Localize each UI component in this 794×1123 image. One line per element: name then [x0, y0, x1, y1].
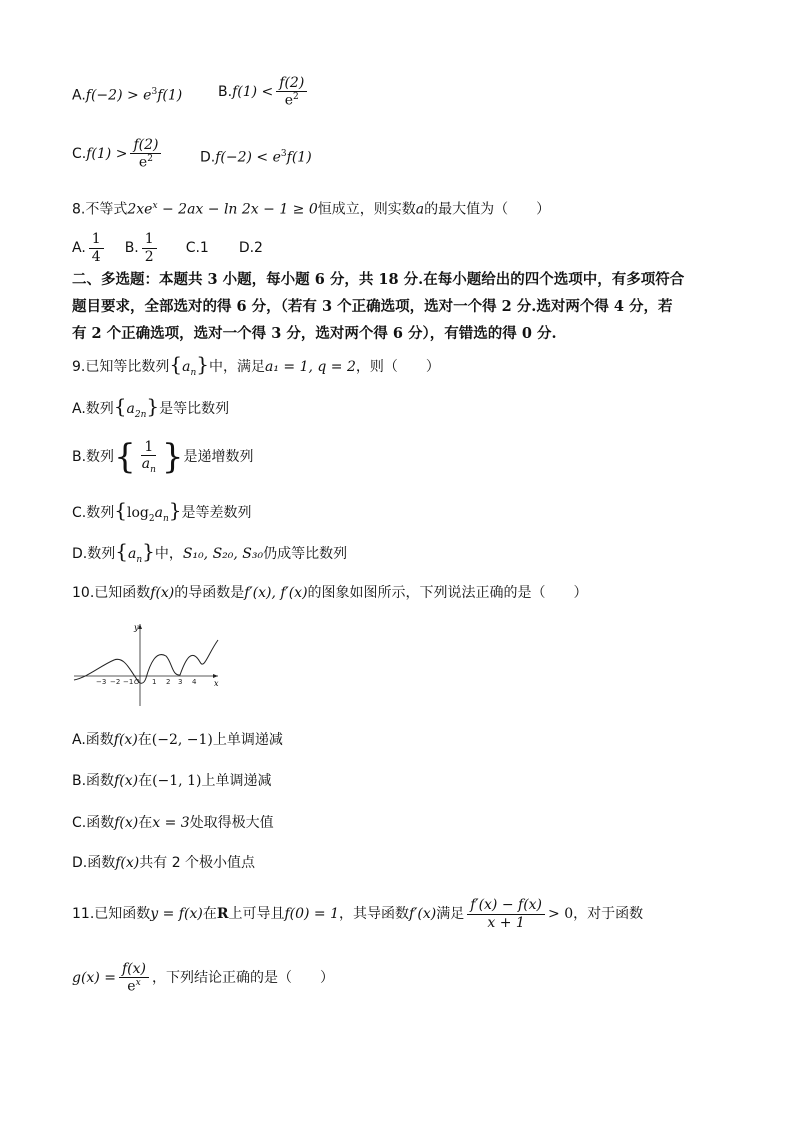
option-text: 上单调递减 — [212, 732, 283, 748]
fraction — [276, 75, 307, 109]
math-expr: f′(x), f′(x) — [244, 585, 308, 601]
math-expr: − 2ax − ln 2x − 1 ≥ 0 — [157, 201, 318, 218]
subscript: n — [162, 513, 169, 524]
question-text: 在 — [202, 906, 217, 922]
question-text: ，则（ ） — [355, 359, 440, 375]
q10-option-c[interactable] — [72, 813, 274, 833]
option-text: C.数列 — [72, 505, 115, 521]
option-text: 是等差数列 — [181, 505, 252, 521]
numerator: f(x) — [119, 961, 149, 978]
exponent: x — [135, 978, 141, 989]
tick-label: −1 — [123, 678, 134, 686]
question-text: 10.已知函数 — [72, 585, 151, 601]
subscript: n — [190, 367, 197, 378]
q10-stem — [72, 583, 588, 603]
denominator: 4 — [91, 248, 101, 265]
y-axis-arrow — [138, 624, 142, 629]
question-text: 9.已知等比数列 — [72, 359, 170, 375]
section-header-line2: 题目要求，全部选对的得 6 分，（若有 3 个正确选项，选对一个得 2 分.选对两个得 4 分，若 — [72, 298, 673, 315]
math-expr: f(1) > — [86, 146, 128, 162]
subscript: 2n — [134, 409, 147, 420]
math-expr: f′(x) — [409, 906, 437, 922]
question-text: 的图象如图所示，下列说法正确的是（ ） — [307, 585, 588, 601]
question-text: 的最大值为（ ） — [424, 201, 551, 218]
math-expr: a₁ = 1, q = 2 — [264, 359, 356, 375]
exponent: 2 — [293, 92, 299, 103]
math-expr: g(x) = — [72, 970, 116, 986]
math-expr: S₁₀, S₂₀, S₃₀ — [182, 546, 264, 562]
section-header-line1: 二、多选题：本题共 3 小题，每小题 6 分，共 18 分.在每小题给出的四个选项中，有多项符合 — [72, 271, 685, 288]
option-text: 仍成等比数列 — [263, 546, 348, 562]
tick-label: −2 — [110, 678, 121, 686]
option-text: 在 — [138, 815, 153, 831]
math-expr: f(x) — [115, 855, 140, 871]
tick-label: 1 — [152, 678, 157, 686]
numerator: 1 — [141, 439, 156, 456]
tick-label: 4 — [192, 678, 197, 686]
subscript: n — [150, 464, 156, 475]
q9-option-d[interactable]: D.数列$\{a_n\}$中，S₁₀, S₂₀, S₃₀仍成等比数列 — [72, 539, 348, 565]
denominator: e — [138, 154, 148, 171]
y-axis-label: y — [134, 623, 139, 632]
exponent: 2 — [147, 154, 153, 165]
math-var: a — [126, 401, 135, 417]
q7-option-d[interactable] — [200, 144, 312, 168]
tick-label: O — [134, 678, 140, 686]
math-expr: (−2, −1) — [151, 732, 213, 748]
math-expr: y = f(x) — [150, 906, 203, 922]
exponent: x — [152, 201, 158, 211]
tick-label: −3 — [96, 678, 107, 686]
option-label: D. — [200, 149, 216, 166]
q8-option-d[interactable]: D.2 — [238, 240, 263, 256]
question-text: ，下列结论正确的是（ ） — [151, 970, 334, 986]
q11-stem-line2 — [72, 956, 334, 1000]
question-text: 中，满足 — [208, 359, 265, 375]
q8-option-c[interactable]: C.1 — [185, 240, 209, 256]
question-text: 8.不等式 — [72, 201, 128, 218]
q9-option-b[interactable]: B.数列 { $\frac{1}{a_n}$ } 是递增数列 — [72, 437, 254, 477]
math-expr: log — [126, 505, 149, 521]
option-text: 上单调递减 — [201, 773, 272, 789]
denominator: x + 1 — [487, 914, 525, 931]
denominator: a — [141, 455, 151, 472]
math-set: R — [216, 906, 229, 922]
math-expr: f(1) — [286, 149, 312, 166]
q9-option-c[interactable]: C.数列$\{\log_2a_n\}$是等差数列 — [72, 498, 252, 524]
x-axis-arrow — [213, 674, 218, 678]
math-var: a — [127, 546, 137, 562]
x-axis-label: x — [214, 679, 219, 688]
denominator: 2 — [144, 248, 154, 265]
math-expr: f(x) — [114, 815, 139, 831]
section-header-line3: 有 2 个正确选项，选对一个得 3 分，选对两个得 6 分），有错选的得 0 分. — [72, 325, 557, 342]
math-expr: f(−2) > e — [85, 87, 152, 104]
fraction — [130, 137, 161, 171]
q7-option-a[interactable] — [72, 82, 182, 106]
fraction — [467, 897, 545, 930]
fraction — [89, 231, 104, 264]
option-label: C. — [72, 146, 87, 162]
question-text: 上可导且 — [228, 906, 285, 922]
fraction — [139, 439, 159, 475]
q8-option-b[interactable] — [125, 231, 160, 264]
derivative-curve — [74, 640, 218, 683]
exponent: 3 — [280, 149, 287, 159]
numerator: 1 — [89, 231, 104, 248]
option-text: 是等比数列 — [159, 401, 230, 417]
option-label: B. — [124, 240, 139, 256]
option-text: D.函数 — [72, 855, 116, 871]
question-text: 11.已知函数 — [72, 906, 151, 922]
denominator: e — [284, 92, 294, 109]
math-var: a — [415, 201, 425, 218]
subscript: n — [136, 554, 143, 565]
q9-stem: 9.已知等比数列$\{a_n\}$中，满足a₁ = 1, q = 2，则（ ） — [72, 352, 440, 378]
option-text: 处取得极大值 — [189, 815, 274, 831]
math-expr: f(x) — [114, 773, 139, 789]
q11-stem-line1 — [72, 892, 643, 936]
math-var: a — [154, 505, 163, 521]
math-expr: (−1, 1) — [152, 773, 202, 789]
q8-options — [72, 228, 263, 268]
numerator: 1 — [142, 231, 157, 248]
exponent: 3 — [151, 87, 158, 97]
math-expr: x = 3 — [152, 815, 190, 831]
derivative-graph — [72, 620, 222, 710]
math-expr: f(1) < — [232, 84, 274, 100]
subscript: 2 — [148, 513, 155, 524]
math-expr: f(−2) < e — [215, 149, 281, 166]
question-text: 满足 — [436, 906, 465, 922]
question-text: ，其导函数 — [339, 906, 410, 922]
option-text: A.数列 — [72, 401, 114, 417]
math-expr: f(x) — [113, 732, 138, 748]
option-text: D.数列 — [72, 546, 116, 562]
numerator: f′(x) − f(x) — [467, 897, 545, 914]
option-text: 是递增数列 — [183, 449, 254, 465]
question-text: 恒成立，则实数 — [317, 201, 416, 218]
option-text: B.数列 — [72, 449, 115, 465]
math-var: a — [182, 359, 191, 375]
denominator: e — [127, 978, 136, 995]
numerator: f(2) — [130, 137, 161, 154]
q7-option-b[interactable] — [218, 72, 310, 112]
option-text: A.函数 — [72, 732, 114, 748]
q10-option-a[interactable] — [72, 730, 283, 750]
tick-label: 3 — [178, 678, 183, 686]
option-label: B. — [218, 84, 233, 100]
option-text: 共有 2 个极小值点 — [139, 855, 256, 871]
tick-label: 2 — [166, 678, 171, 686]
option-text: C.函数 — [72, 815, 115, 831]
question-text: ，对于函数 — [573, 906, 644, 922]
math-expr: > 0 — [548, 906, 574, 922]
q10-option-b[interactable] — [72, 771, 271, 791]
q8-stem — [72, 196, 550, 220]
option-text: 在 — [137, 732, 152, 748]
option-text: 在 — [138, 773, 153, 789]
math-expr: 2xe — [127, 201, 153, 218]
fraction — [119, 961, 149, 995]
q8-option-a[interactable] — [72, 231, 107, 264]
q9-option-a[interactable]: A.数列$\{a_{2n}\}$是等比数列 — [72, 394, 230, 420]
q10-option-d[interactable] — [72, 853, 255, 873]
math-expr: f(0) = 1 — [284, 906, 340, 922]
option-label: A. — [72, 87, 86, 104]
q7-option-c[interactable] — [72, 134, 164, 174]
option-label: A. — [72, 240, 86, 256]
numerator: f(2) — [276, 75, 307, 92]
option-text: 中， — [154, 546, 183, 562]
question-text: 的导函数是 — [174, 585, 245, 601]
fraction — [142, 231, 157, 264]
math-expr: f(1) — [157, 87, 183, 104]
option-text: B.函数 — [72, 773, 115, 789]
math-expr: f(x) — [150, 585, 175, 601]
